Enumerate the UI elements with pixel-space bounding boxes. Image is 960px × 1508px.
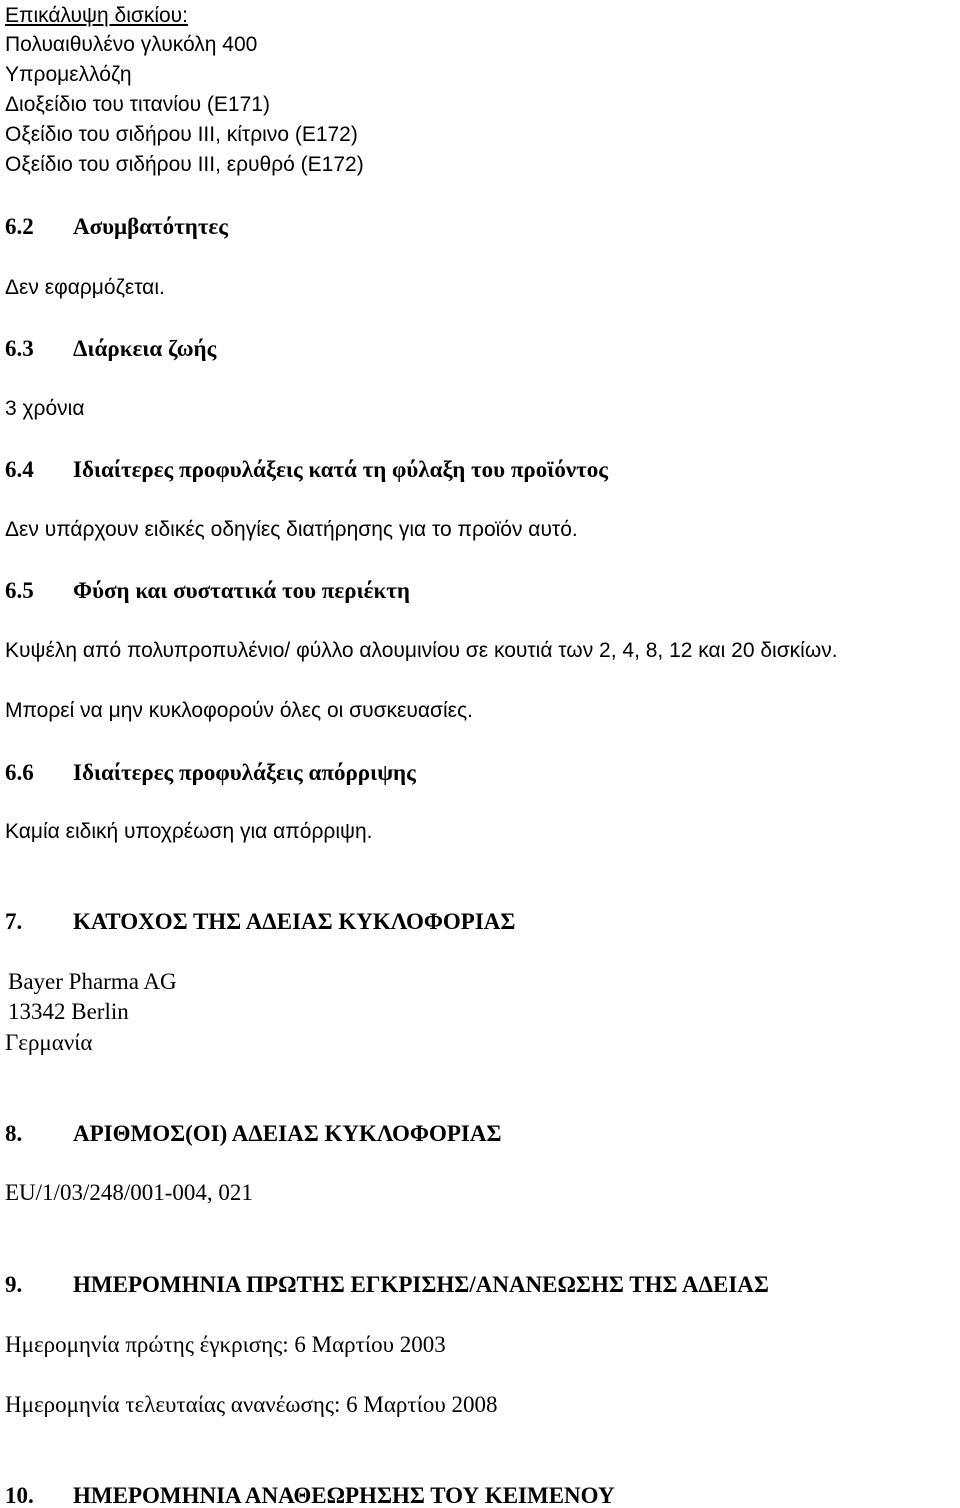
section-number: 6.4 — [5, 457, 34, 482]
coating-item: Οξείδιο του σιδήρου ΙΙΙ, ερυθρό (E172) — [5, 153, 364, 176]
section-title: ΗΜΕΡΟΜΗΝΙΑ ΠΡΩΤΗΣ ΕΓΚΡΙΣΗΣ/ΑΝΑΝΕΩΣΗΣ ΤΗΣ ΑΔΕΙΑΣ — [73, 1272, 769, 1297]
section-title: Φύση και συστατικά του περιέκτη — [73, 578, 410, 603]
section-number: 10. — [5, 1483, 34, 1508]
section-text: Δεν υπάρχουν ειδικές οδηγίες διατήρησης για το προϊόν αυτό. — [5, 518, 578, 541]
section-heading-6-5 — [5, 579, 410, 602]
coating-item: Οξείδιο του σιδήρου ΙΙΙ, κίτρινο (E172) — [5, 123, 358, 146]
section-text: Ημερομηνία τελευταίας ανανέωσης: 6 Μαρτίου 2008 — [5, 1392, 498, 1417]
coating-title: Επικάλυψη δισκίου: — [5, 4, 188, 27]
section-number: 9. — [5, 1272, 23, 1297]
section-title: Διάρκεια ζωής — [73, 336, 217, 361]
section-title: Ασυμβατότητες — [73, 214, 228, 239]
coating-item: Πολυαιθυλένο γλυκόλη 400 — [5, 33, 258, 56]
section-number: 7. — [5, 909, 23, 934]
section-heading-6-6 — [5, 761, 416, 784]
section-number: 6.6 — [5, 760, 34, 785]
section-title: ΗΜΕΡΟΜΗΝΙΑ ΑΝΑΘΕΩΡΗΣΗΣ ΤΟΥ ΚΕΙΜΕΝΟΥ — [73, 1483, 615, 1508]
holder-line: 13342 Berlin — [8, 999, 129, 1024]
section-heading-7 — [5, 910, 515, 933]
section-heading-9 — [5, 1273, 769, 1296]
section-text: Καμία ειδική υποχρέωση για απόρριψη. — [5, 820, 373, 843]
section-number: 6.2 — [5, 214, 34, 239]
section-title: Ιδιαίτερες προφυλάξεις κατά τη φύλαξη του προϊόντος — [73, 457, 608, 482]
section-title: Ιδιαίτερες προφυλάξεις απόρριψης — [73, 760, 416, 785]
section-heading-6-2 — [5, 215, 228, 238]
section-heading-10 — [5, 1484, 615, 1507]
coating-item: Διοξείδιο του τιτανίου (E171) — [5, 93, 270, 116]
section-heading-6-4 — [5, 458, 608, 481]
section-number: 6.5 — [5, 578, 34, 603]
coating-item: Υπρομελλόζη — [5, 63, 132, 86]
section-number: 8. — [5, 1121, 23, 1146]
holder-line: Bayer Pharma AG — [8, 969, 177, 994]
section-title: ΑΡΙΘΜΟΣ(ΟΙ) ΑΔΕΙΑΣ ΚΥΚΛΟΦΟΡΙΑΣ — [73, 1121, 502, 1146]
holder-line: Γερμανία — [5, 1030, 93, 1055]
section-text: Δεν εφαρμόζεται. — [5, 276, 165, 299]
section-title: ΚΑΤΟΧΟΣ ΤΗΣ ΑΔΕΙΑΣ ΚΥΚΛΟΦΟΡΙΑΣ — [73, 909, 516, 934]
section-text: Ημερομηνία πρώτης έγκρισης: 6 Μαρτίου 2003 — [5, 1332, 446, 1357]
section-text: 3 χρόνια — [5, 397, 85, 420]
section-heading-6-3 — [5, 337, 216, 360]
section-text: Μπορεί να μην κυκλοφορούν όλες οι συσκευασίες. — [5, 699, 473, 722]
section-text: EU/1/03/248/001-004, 021 — [5, 1180, 253, 1205]
section-heading-8 — [5, 1122, 502, 1145]
section-number: 6.3 — [5, 336, 34, 361]
section-text: Κυψέλη από πολυπροπυλένιο/ φύλλο αλουμινίου σε κουτιά των 2, 4, 8, 12 και 20 δισκίων. — [5, 639, 838, 662]
